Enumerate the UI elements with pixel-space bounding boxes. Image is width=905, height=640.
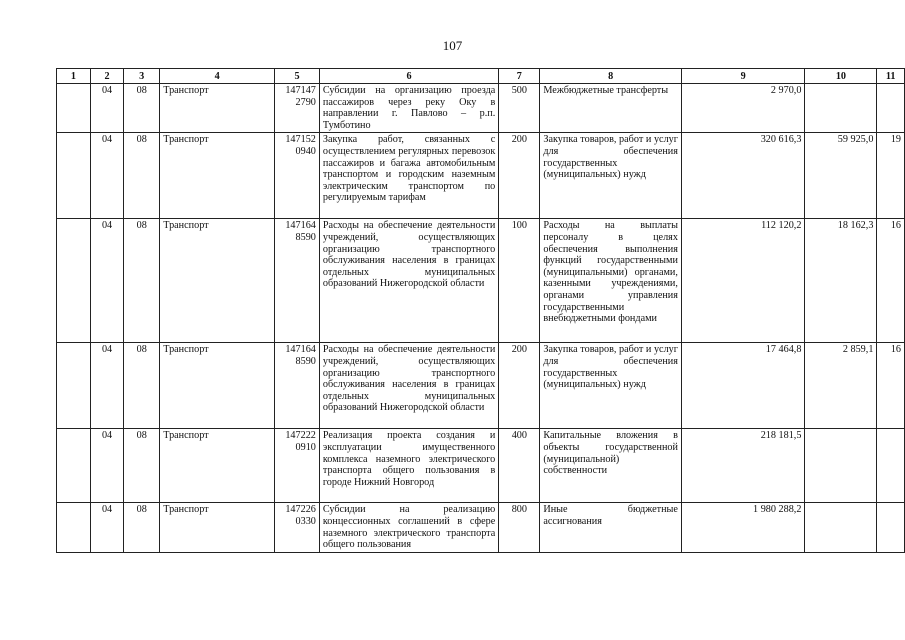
section-code-cell: 04 <box>90 219 123 343</box>
ratio-cell: 16 <box>877 343 905 429</box>
column-header: 8 <box>540 69 682 84</box>
table-row <box>57 343 905 429</box>
section-name-cell: Транспорт <box>160 219 275 343</box>
amount-cell: 2 970,0 <box>681 84 805 133</box>
table-row <box>57 503 905 552</box>
ratio-cell <box>877 503 905 552</box>
federal-amount-cell <box>805 429 877 503</box>
description-cell: Расходы на обеспечение деятельности учреждений, осуществляющих организацию транспортного обслуживания населения в границах отдельных муниципальных образований Нижегородской области <box>319 219 498 343</box>
column-header: 2 <box>90 69 123 84</box>
federal-amount-cell <box>805 503 877 552</box>
amount-cell: 218 181,5 <box>681 429 805 503</box>
section-name-cell: Транспорт <box>160 429 275 503</box>
section-name-cell: Транспорт <box>160 133 275 219</box>
row-number-cell <box>57 219 91 343</box>
description-cell: Субсидии на реализацию концессионных соглашений в сфере наземного электрического транспорта общего пользования <box>319 503 498 552</box>
federal-amount-cell: 18 162,3 <box>805 219 877 343</box>
target-article-cell: 147164 8590 <box>275 343 320 429</box>
expense-type-name-cell: Иные бюджетные ассигнования <box>540 503 682 552</box>
federal-amount-cell <box>805 84 877 133</box>
subsection-code-cell: 08 <box>124 219 160 343</box>
expense-type-code-cell: 200 <box>499 133 540 219</box>
target-article-cell: 147222 0910 <box>275 429 320 503</box>
ratio-cell <box>877 84 905 133</box>
row-number-cell <box>57 503 91 552</box>
expense-type-code-cell: 400 <box>499 429 540 503</box>
amount-cell: 17 464,8 <box>681 343 805 429</box>
target-article-cell: 147152 0940 <box>275 133 320 219</box>
amount-cell: 1 980 288,2 <box>681 503 805 552</box>
subsection-code-cell: 08 <box>124 503 160 552</box>
page-number: 107 <box>442 38 463 53</box>
section-code-cell: 04 <box>90 84 123 133</box>
expense-type-name-cell: Капитальные вложения в объекты государственной (муниципальной) собственности <box>540 429 682 503</box>
target-article-cell: 147164 8590 <box>275 219 320 343</box>
expense-type-name-cell: Закупка товаров, работ и услуг для обеспечения государственных (муниципальных) нужд <box>540 133 682 219</box>
subsection-code-cell: 08 <box>124 343 160 429</box>
table-row <box>57 84 905 133</box>
budget-table <box>56 68 905 553</box>
section-code-cell: 04 <box>90 429 123 503</box>
ratio-cell <box>877 429 905 503</box>
expense-type-code-cell: 200 <box>499 343 540 429</box>
expense-type-name-cell: Закупка товаров, работ и услуг для обеспечения государственных (муниципальных) нужд <box>540 343 682 429</box>
subsection-code-cell: 08 <box>124 84 160 133</box>
column-header: 3 <box>124 69 160 84</box>
column-header: 7 <box>499 69 540 84</box>
description-cell: Закупка работ, связанных с осуществлением регулярных перевозок пассажиров и багажа автомобильным транспортом и городским наземным электрическим транспортом по регулируемым тарифам <box>319 133 498 219</box>
ratio-cell: 19 <box>877 133 905 219</box>
section-code-cell: 04 <box>90 133 123 219</box>
expense-type-code-cell: 500 <box>499 84 540 133</box>
section-name-cell: Транспорт <box>160 343 275 429</box>
description-cell: Реализация проекта создания и эксплуатации имущественного комплекса наземного электрического транспорта общего пользования в городе Нижний Новгород <box>319 429 498 503</box>
subsection-code-cell: 08 <box>124 133 160 219</box>
row-number-cell <box>57 343 91 429</box>
column-header: 1 <box>57 69 91 84</box>
expense-type-name-cell: Расходы на выплаты персоналу в целях обеспечения выполнения функций государственными (муниципальными) органами, казенными учреждениями, органами управления государственными внебюджетными фондами <box>540 219 682 343</box>
expense-type-code-cell: 100 <box>499 219 540 343</box>
row-number-cell <box>57 84 91 133</box>
table-row <box>57 219 905 343</box>
column-header: 9 <box>681 69 805 84</box>
column-header: 10 <box>805 69 877 84</box>
federal-amount-cell: 2 859,1 <box>805 343 877 429</box>
amount-cell: 320 616,3 <box>681 133 805 219</box>
column-header: 11 <box>877 69 905 84</box>
description-cell: Субсидии на организацию проезда пассажиров через реку Оку в направлении г. Павлово – р.п. Тумботино <box>319 84 498 133</box>
expense-type-code-cell: 800 <box>499 503 540 552</box>
section-name-cell: Транспорт <box>160 84 275 133</box>
amount-cell: 112 120,2 <box>681 219 805 343</box>
description-cell: Расходы на обеспечение деятельности учреждений, осуществляющих организацию транспортного обслуживания населения в границах отдельных муниципальных образований Нижегородской области <box>319 343 498 429</box>
header-row <box>57 69 905 84</box>
section-name-cell: Транспорт <box>160 503 275 552</box>
section-code-cell: 04 <box>90 503 123 552</box>
expense-type-name-cell: Межбюджетные трансферты <box>540 84 682 133</box>
ratio-cell: 16 <box>877 219 905 343</box>
subsection-code-cell: 08 <box>124 429 160 503</box>
federal-amount-cell: 59 925,0 <box>805 133 877 219</box>
target-article-cell: 147226 0330 <box>275 503 320 552</box>
column-header: 5 <box>275 69 320 84</box>
section-code-cell: 04 <box>90 343 123 429</box>
row-number-cell <box>57 429 91 503</box>
table-row <box>57 133 905 219</box>
target-article-cell: 147147 2790 <box>275 84 320 133</box>
row-number-cell <box>57 133 91 219</box>
column-header: 4 <box>160 69 275 84</box>
column-header: 6 <box>319 69 498 84</box>
table-row <box>57 429 905 503</box>
